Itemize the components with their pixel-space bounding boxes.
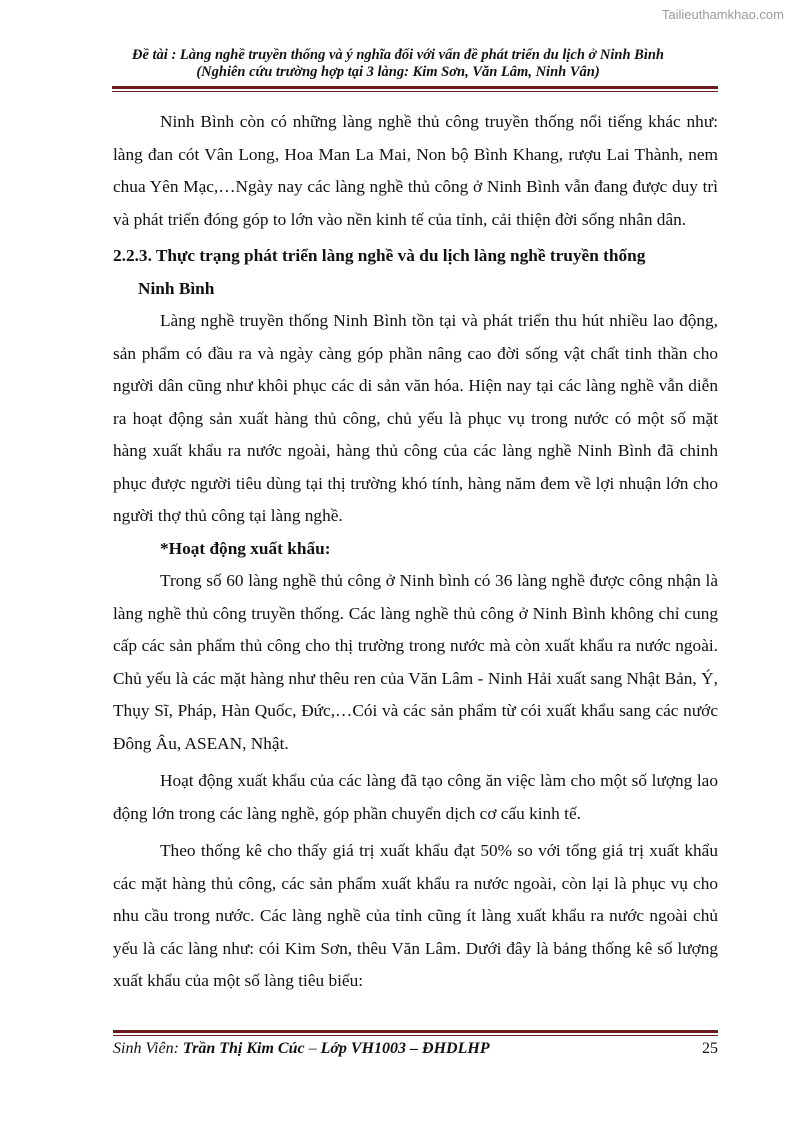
header-title-line2: (Nghiên cứu trường hợp tại 3 làng: Kim Sơn, Văn Lâm, Ninh Vân) (196, 64, 600, 80)
section-heading-2-2-3 (113, 240, 718, 305)
paragraph-2: Làng nghề truyền thống Ninh Bình tồn tại và phát triển thu hút nhiều lao động, sản phẩm có đầu ra và ngày càng góp phần nâng cao đời sống vật chất tinh thần cho người dân cũng như khôi phục các di sản văn hóa. Hiện nay tại các làng nghề vẫn diễn ra hoạt động sản xuất hàng thủ công, chủ yếu là phục vụ trong nước có một số mặt hàng xuất khẩu ra nước ngoài, hàng thủ công của các làng nghề Ninh Bình đã chinh phục được người tiêu dùng tại thị trường khó tính, hàng năm đem về lợi nhuận lớn cho người thợ thủ công tại làng nghề. (113, 311, 718, 525)
paragraph-3: Trong số 60 làng nghề thủ công ở Ninh bình có 36 làng nghề được công nhận là làng nghề thủ công truyền thống. Các làng nghề thủ công ở Ninh Bình không chỉ cung cấp các sản phẩm thủ công cho thị trường trong nước mà còn xuất khẩu ra nước ngoài. Chủ yếu là các mặt hàng như thêu ren của Văn Lâm - Ninh Hải xuất sang Nhật Bản, Ý, Thụy Sĩ, Pháp, Hàn Quốc, Đức,…Cói và các sản phẩm từ cói xuất khẩu sang các nước Đông Âu, ASEAN, Nhật. (113, 571, 718, 753)
footer-divider-thick (113, 1030, 718, 1033)
section-heading-line1: 2.2.3. Thực trạng phát triển làng nghề và du lịch làng nghề truyền thống (113, 246, 646, 265)
section-heading-line2: Ninh Bình (138, 278, 215, 298)
subheading-export: *Hoạt động xuất khẩu: (160, 538, 331, 558)
page-header (80, 47, 716, 81)
footer-school: ĐHDLHP (422, 1040, 490, 1057)
watermark-text: Tailieuthamkhao.com (661, 7, 784, 22)
paragraph-5: Theo thống kê cho thấy giá trị xuất khẩu đạt 50% so với tổng giá trị xuất khẩu các mặt hàng thủ công, các sản phẩm xuất khẩu ra nước ngoài, còn lại là phục vụ cho nhu cầu trong nước. Các làng nghề của tỉnh cũng ít làng xuất khẩu ra nước ngoài chủ yếu là các làng như: cói Kim Sơn, thêu Văn Lâm. Dưới đây là bảng thống kê số lượng xuất khẩu của một số làng tiêu biểu: (113, 841, 718, 990)
header-divider-thick (112, 86, 718, 89)
footer-label: Sinh Viên: (113, 1040, 183, 1057)
page-body (113, 106, 718, 998)
footer-separator-2: – (406, 1040, 423, 1057)
paragraph-1: Ninh Bình còn có những làng nghề thủ công truyền thống nổi tiếng khác như: làng đan cót Vân Long, Hoa Man La Mai, Non bộ Bình Khang, rượu Lai Thành, nem chua Yên Mạc,…Ngày nay các làng nghề thủ công ở Ninh Bình vẫn đang được duy trì và phát triển đóng góp to lớn vào nền kinh tế của tỉnh, cải thiện đời sống nhân dân. (113, 112, 718, 229)
paragraph-4: Hoạt động xuất khẩu của các làng đã tạo công ăn việc làm cho một số lượng lao động lớn trong các làng nghề, góp phần chuyển dịch cơ cấu kinh tế. (113, 771, 718, 823)
footer-class: Lớp VH1003 (320, 1040, 407, 1057)
footer-separator-1: – (304, 1040, 321, 1057)
footer-student-name: Trần Thị Kim Cúc (182, 1040, 305, 1057)
header-title-line1: Đề tài : Làng nghề truyền thống và ý nghĩa đối với vấn đề phát triển du lịch ở Ninh Bình (132, 47, 664, 63)
page-footer (113, 1040, 718, 1058)
footer-divider-thin (113, 1035, 718, 1036)
page-number: 25 (702, 1040, 718, 1057)
header-divider-thin (112, 91, 718, 92)
